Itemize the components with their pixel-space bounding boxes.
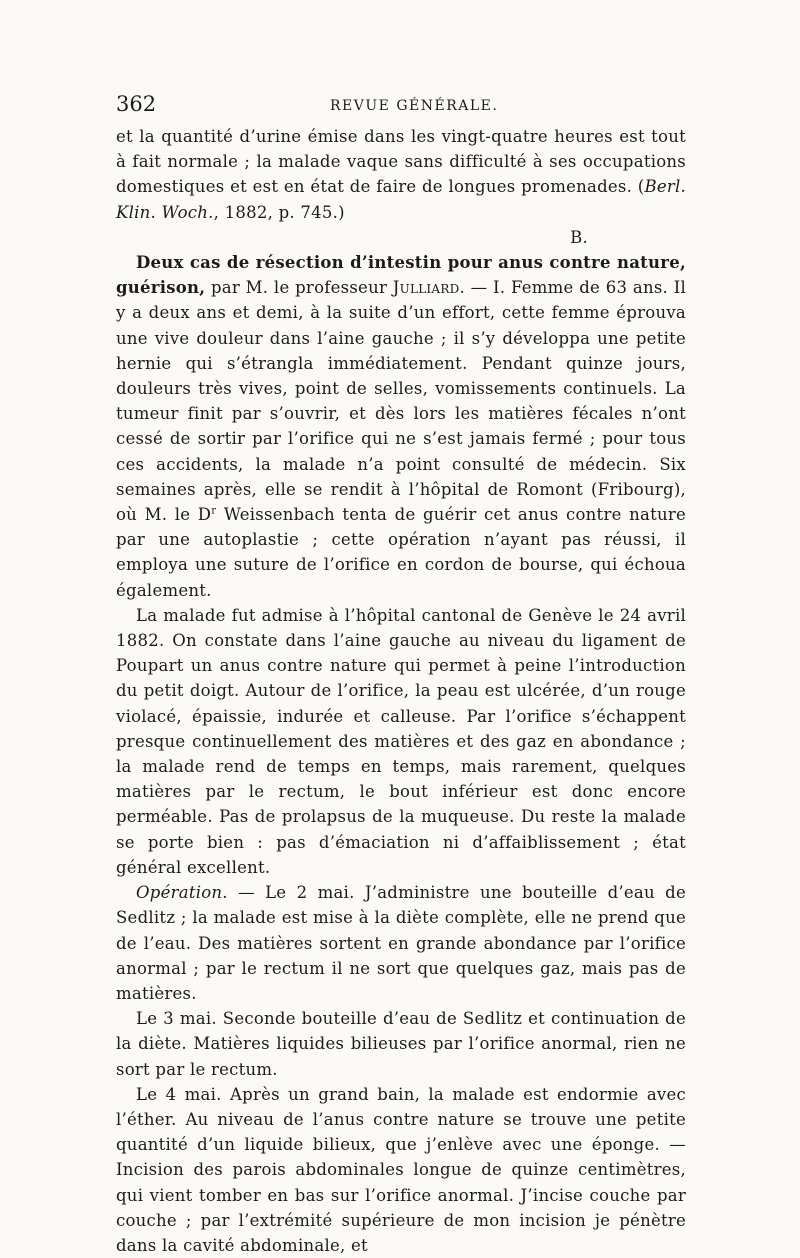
article-paragraph <box>116 250 686 603</box>
article-title: Deux cas de résection d’intestin pour anus contre nature, guérison, <box>116 253 686 298</box>
paragraph-text: . — I. Femme de 63 ans. Il y a deux ans et demi, à la suite d’un effort, cette femme éprouva une vive douleur dans l’aine gauche ; il s’y développa une petite hernie qui s’étrangla immédiatement. Pendant quinze jours, douleurs très vives, point de selles, vomissements continuels. La tumeur finit par s’ouvrir, et dès lors les matières fécales n’ont cessé de sortir par l’orifice qui ne s’est jamais fermé ; pour tous ces accidents, la malade n’a point consulté de médecin. Six semaines après, elle se rendit à l’hôpital de Romont (Fribourg), où M. le D <box>116 278 686 525</box>
reference-journal: Berl. Klin. Woch. <box>116 177 686 222</box>
paragraph-continuation <box>116 124 686 225</box>
reference-tail: , 1882, p. 745.) <box>213 202 345 222</box>
reference-open: ( <box>637 177 645 197</box>
document-page <box>116 92 686 1258</box>
author-prefix: par M. le professeur <box>210 278 388 298</box>
paragraph-may-4: Le 4 mai. Après un grand bain, la malade est endormie avec l’éther. Au niveau de l’anus contre nature se trouve une petite quantité d’un liquide bilieux, que j’enlève avec une éponge. — Incision des parois abdominales longue de quinze centimètres, qui vient tomber en bas sur l’orifice anormal. J’incise couche par couche ; par l’extrémité supérieure de mon incision je pénètre dans la cavité abdominale, et <box>116 1084 686 1255</box>
running-head <box>116 92 686 122</box>
reviewer-signature: B. <box>570 227 588 247</box>
paragraph-text: — Le 2 mai. J’administre une bouteille d’eau de Sedlitz ; la malade est mise à la diète complète, elle ne prend que de l’eau. Des matières sortent en grande abondance par l’orifice anormal ; par le rectum il ne sort que quelques gaz, mais pas de matières. <box>116 883 686 1003</box>
paragraph-admission: La malade fut admise à l’hôpital cantonal de Genève le 24 avril 1882. On constate dans l’aine gauche au niveau du ligament de Poupart un anus contre nature qui permet à peine l’introduction du petit doigt. Autour de l’orifice, la peau est ulcérée, d’un rouge violacé, épaissie, indurée et calleuse. Par l’orifice s’échappent presque continuellement des matières et des gaz en abondance ; la malade rend de temps en temps, mais rarement, quelques matières par le rectum, le bout inférieur est donc encore perméable. Pas de prolapsus de la muqueuse. Du reste la malade se porte bien : pas d’émaciation ni d’affaiblissement ; état général excellent. <box>116 605 686 877</box>
paragraph-text: et la quantité d’urine émise dans les vingt-quatre heures est tout à fait normale ; la malade vaque sans difficulté à ses occupations domestiques et est en état de faire de longues promenades. <box>116 127 686 197</box>
page-number: 362 <box>116 92 157 116</box>
signature-line <box>116 225 686 250</box>
paragraph-may-3: Le 3 mai. Seconde bouteille d’eau de Sedlitz et continuation de la diète. Matières liquides bilieuses par l’orifice anormal, rien ne sort par le rectum. <box>116 1009 686 1079</box>
superscript: r <box>211 505 217 517</box>
paragraph-operation <box>116 880 686 1006</box>
author-name: Julliard <box>392 278 460 298</box>
paragraph-text-end: Weissenbach tenta de guérir cet anus contre nature par une autoplastie ; cette opération n’ayant pas réussi, il employa une suture de l’orifice en cordon de bourse, qui échoua également. <box>116 505 686 600</box>
journal-title: REVUE GÉNÉRALE. <box>330 98 499 114</box>
body-text <box>116 124 686 1258</box>
operation-label: Opération. <box>136 883 228 903</box>
